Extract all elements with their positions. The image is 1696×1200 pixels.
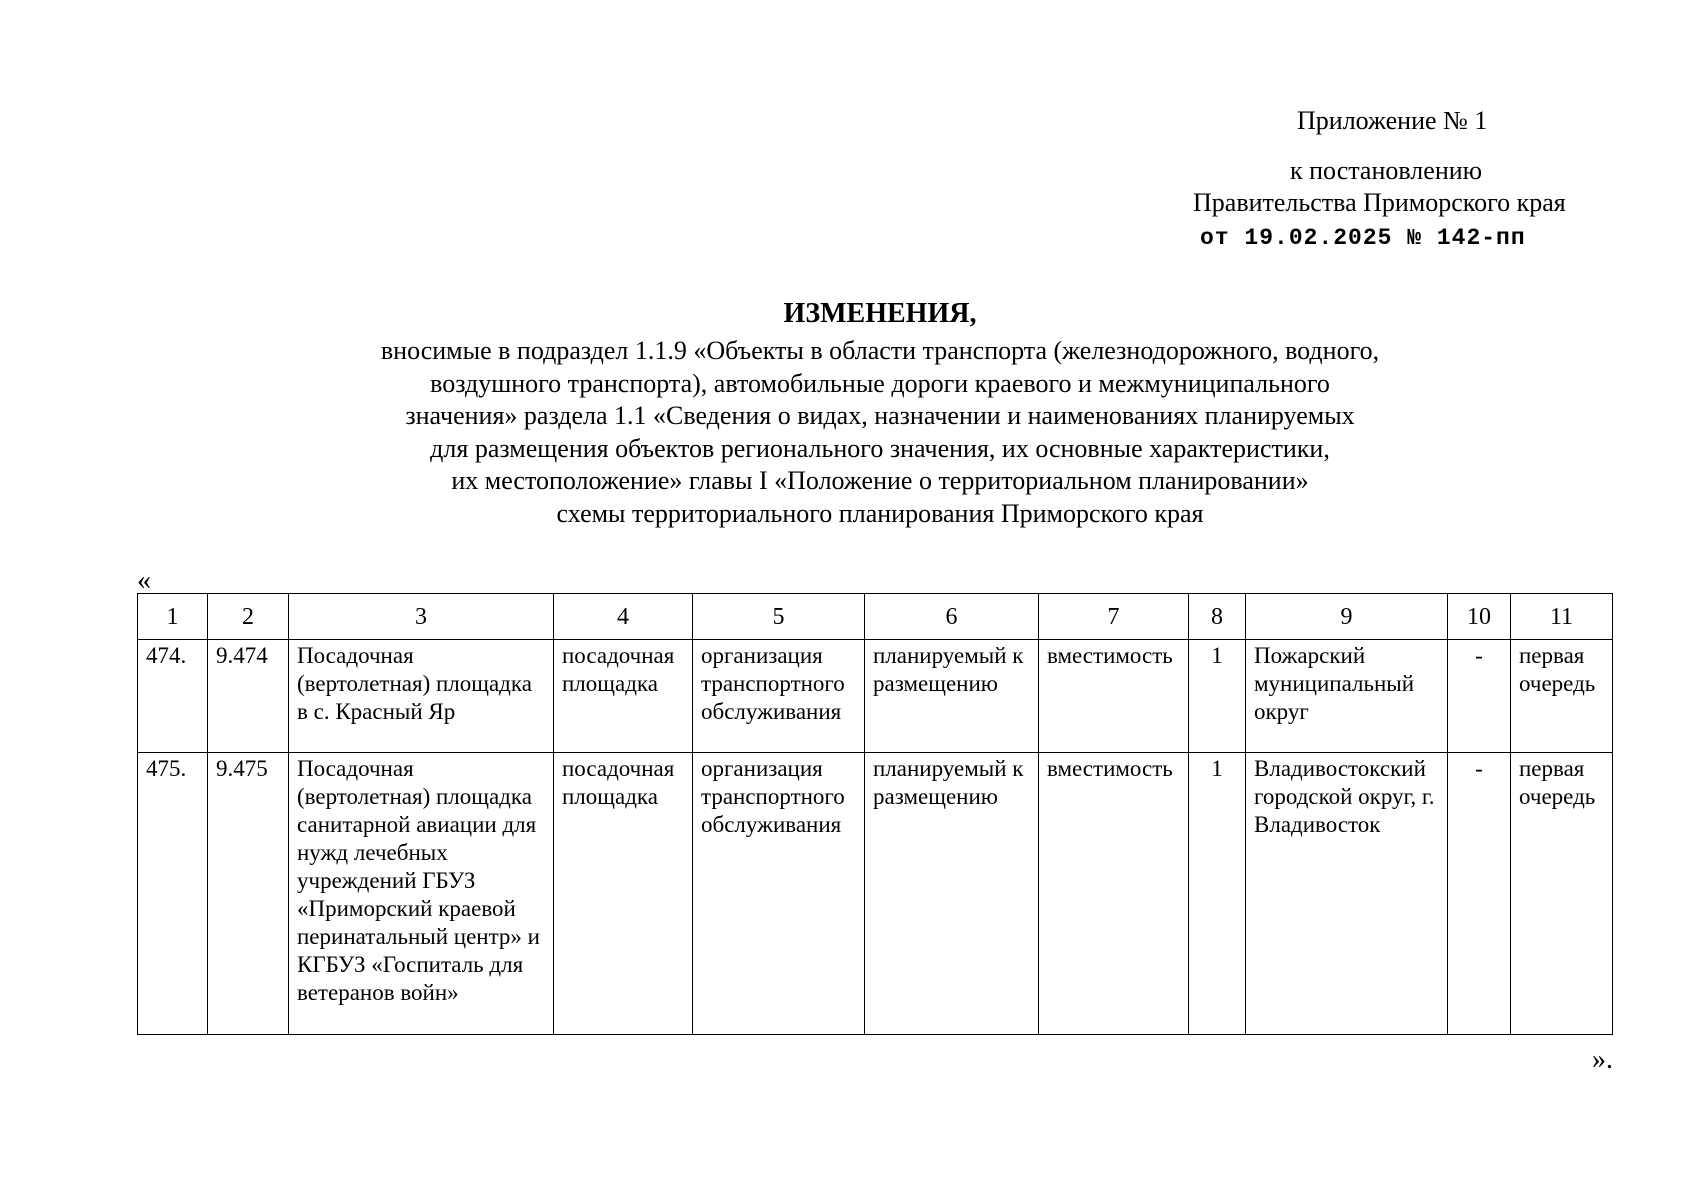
column-header: 5 — [693, 594, 865, 640]
subtitle-line: вносимые в подраздел 1.1.9 «Объекты в области транспорта (железнодорожного, водного, — [380, 336, 1380, 365]
document-subtitle — [300, 335, 1460, 530]
object-name: Посадочная (вертолетная) площадка санитарной авиации для нужд лечебных учреждений ГБУЗ «Приморский краевой перинатальный центр» и КГБУЗ «Госпиталь для ветеранов войн» — [289, 753, 554, 1035]
resolution-date-number: от 19.02.2025 № 142-пп — [1200, 225, 1526, 251]
row-number: 474. — [138, 640, 208, 753]
subtitle-line: значения» раздела 1.1 «Сведения о видах, назначении и наименованиях планируемых — [405, 401, 1355, 430]
characteristic-name: вместимость — [1039, 640, 1189, 753]
appendix-line-government: Правительства Приморского края — [1193, 188, 1566, 217]
column-header: 7 — [1039, 594, 1189, 640]
column-header: 8 — [1189, 594, 1246, 640]
object-code: 9.474 — [208, 640, 289, 753]
subtitle-line: их местоположение» главы I «Положение о территориальном планировании» — [451, 466, 1309, 495]
table-row — [138, 640, 1613, 753]
column-10-value: - — [1448, 753, 1511, 1035]
column-header: 11 — [1511, 594, 1613, 640]
opening-quote-mark: « — [137, 565, 151, 596]
subtitle-line: схемы территориального планирования Приморского края — [556, 498, 1204, 528]
subtitle-line: воздушного транспорта), автомобильные дороги краевого и межмуниципального — [430, 368, 1330, 398]
table-header-row — [138, 594, 1613, 640]
column-header: 1 — [138, 594, 208, 640]
appendix-title: Приложение № 1 — [1297, 106, 1488, 135]
column-header: 3 — [289, 594, 554, 640]
object-code: 9.475 — [208, 753, 289, 1035]
table-row — [138, 753, 1613, 1035]
row-number: 475. — [138, 753, 208, 1035]
implementation-stage: первая очередь — [1511, 640, 1613, 753]
document-heading: ИЗМЕНЕНИЯ, — [783, 298, 977, 329]
object-status: планируемый к размещению — [865, 640, 1039, 753]
object-type: посадочная площадка — [554, 753, 693, 1035]
object-status: планируемый к размещению — [865, 753, 1039, 1035]
column-10-value: - — [1448, 640, 1511, 753]
object-location: Владивостокский городской округ, г. Владивосток — [1246, 753, 1448, 1035]
column-header: 2 — [208, 594, 289, 640]
subtitle-line: для размещения объектов регионального значения, их основные характеристики, — [430, 433, 1330, 463]
object-name: Посадочная (вертолетная) площадка в с. Красный Яр — [289, 640, 554, 753]
column-header: 9 — [1246, 594, 1448, 640]
column-header: 6 — [865, 594, 1039, 640]
implementation-stage: первая очередь — [1511, 753, 1613, 1035]
column-header: 10 — [1448, 594, 1511, 640]
changes-table — [137, 593, 1613, 1035]
characteristic-value: 1 — [1189, 753, 1246, 1035]
characteristic-name: вместимость — [1039, 753, 1189, 1035]
object-location: Пожарский муниципальный округ — [1246, 640, 1448, 753]
closing-quote-mark: ». — [1592, 1044, 1613, 1075]
appendix-line-resolution: к постановлению — [1290, 156, 1483, 185]
object-purpose: организация транспортного обслуживания — [693, 753, 865, 1035]
object-type: посадочная площадка — [554, 640, 693, 753]
characteristic-value: 1 — [1189, 640, 1246, 753]
object-purpose: организация транспортного обслуживания — [693, 640, 865, 753]
column-header: 4 — [554, 594, 693, 640]
